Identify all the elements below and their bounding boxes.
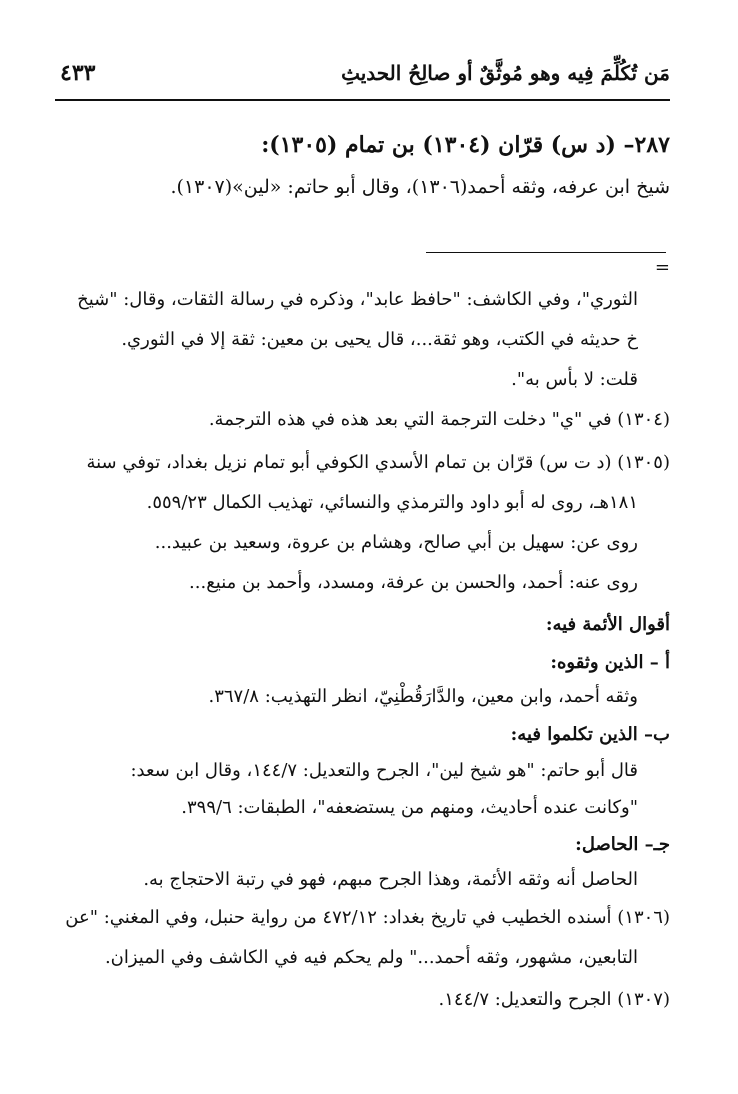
section-heading: جـ– الحاصل:: [575, 834, 670, 855]
footnote-line: (١٣٠٥) (د ت س) قرّان بن تمام الأسدي الكوفي أبو تمام نزيل بغداد، توفي سنة: [86, 452, 670, 473]
footnote-rule: [426, 252, 666, 253]
entry-title: ٢٨٧– (د س) قرّان (١٣٠٤) بن تمام (١٣٠٥):: [261, 132, 670, 158]
footnote-line: الثوري"، وفي الكاشف: "حافظ عابد"، وذكره في رسالة الثقات، وقال: "شيخ: [77, 289, 638, 310]
footnote-line: "وكانت عنده أحاديث، ومنهم من يستضعفه"، الطبقات: ٣٩٩/٦.: [181, 797, 638, 818]
footnote-line: التابعين، مشهور، وثقه أحمد..." ولم يحكم فيه في الكاشف وفي الميزان.: [104, 947, 638, 968]
footnote-line: (١٣٠٦) أسنده الخطيب في تاريخ بغداد: ٤٧٢/١٢ من رواية حنبل، وفي المغني: "عن: [65, 907, 670, 928]
footnote-line: وثقه أحمد، وابن معين، والدَّارَقُطْنِيّ، انظر التهذيب: ٣٦٧/٨.: [208, 686, 638, 707]
footnote-line: قال أبو حاتم: "هو شيخ لين"، الجرح والتعديل: ١٤٤/٧، وقال ابن سعد:: [130, 760, 638, 781]
footnote-line: روى عنه: أحمد، والحسن بن عرفة، ومسدد، وأحمد بن منيع...: [189, 572, 638, 593]
footnote-line: الحاصل أنه وثقه الأئمة، وهذا الجرح مبهم، فهو في رتبة الاحتجاج به.: [143, 869, 638, 890]
page-number: ٤٣٣: [60, 60, 96, 86]
footnote-line: ١٨١هـ، روى له أبو داود والترمذي والنسائي، تهذيب الكمال ٥٥٩/٢٣.: [146, 492, 638, 513]
footnote-line: (١٣٠٧) الجرح والتعديل: ١٤٤/٧.: [438, 989, 670, 1010]
entry-text: شيخ ابن عرفه، وثقه أحمد(١٣٠٦)، وقال أبو حاتم: «لين»(١٣٠٧).: [170, 176, 670, 198]
footnote-line: خ حديثه في الكتب، وهو ثقة...، قال يحيى بن معين: ثقة إلا في الثوري.: [121, 329, 638, 350]
section-heading: أقوال الأئمة فيه:: [545, 614, 670, 635]
footnote-line: روى عن: سهيل بن أبي صالح، وهشام بن عروة، وسعيد بن عبيد...: [154, 532, 638, 553]
header-rule: [55, 99, 670, 101]
footnote-line: قلت: لا بأس به".: [511, 369, 638, 390]
running-header-title: مَن تُكُلِّمَ فِيه وهو مُوثَّقٌ أو صالِحُ الحديثِ: [341, 61, 670, 85]
footnote-line: (١٣٠٤) في "ي" دخلت الترجمة التي بعد هذه في هذه الترجمة.: [208, 409, 670, 430]
section-heading: ب– الذين تكلموا فيه:: [510, 724, 670, 745]
section-heading: أ – الذين وثقوه:: [550, 652, 670, 673]
continuation-mark: =: [654, 257, 670, 278]
